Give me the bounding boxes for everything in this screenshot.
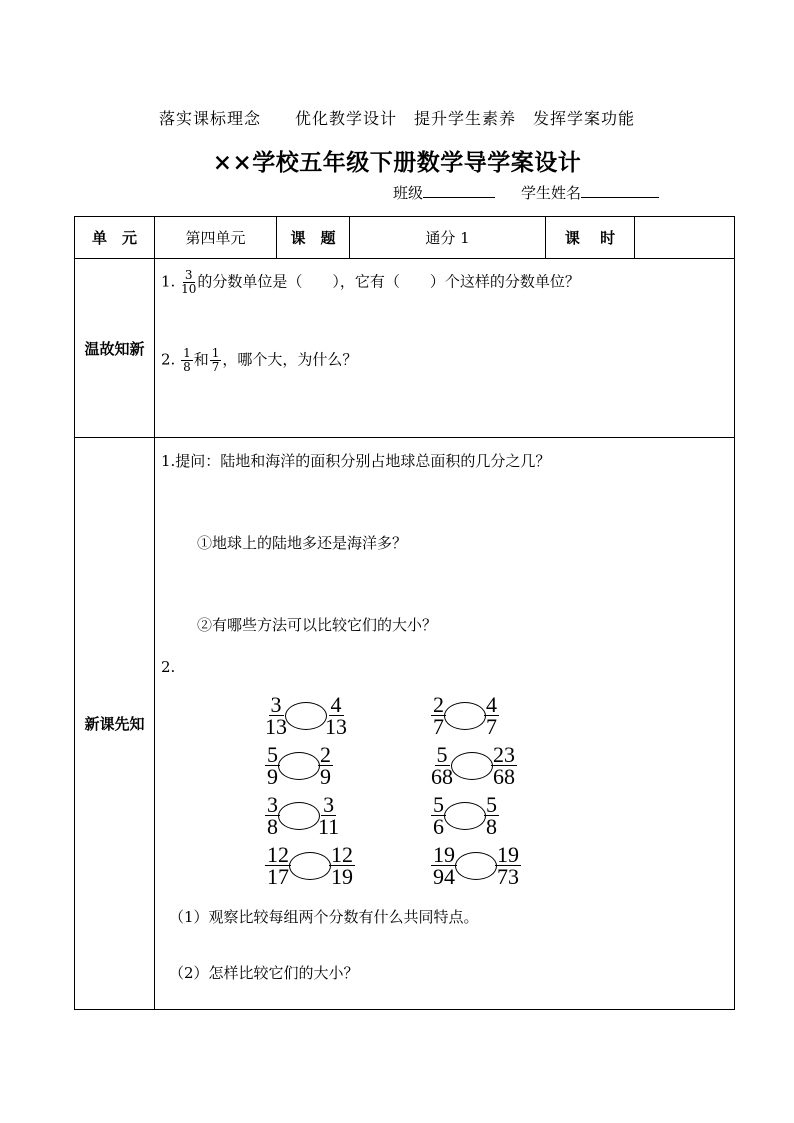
review-row bbox=[75, 259, 735, 438]
review-q2-text: ，哪个大，为什么？ bbox=[222, 350, 358, 369]
topic-value: 通分 1 bbox=[350, 217, 546, 259]
review-content bbox=[155, 259, 735, 438]
left-fraction: 5 9 bbox=[267, 742, 278, 789]
sub-question-2: （2）怎样比较它们的大小？ bbox=[169, 964, 359, 982]
comparison-blank-oval[interactable] bbox=[285, 702, 327, 730]
left-fraction: 19 94 bbox=[433, 842, 455, 889]
student-name-label: 学生姓名 bbox=[521, 184, 582, 202]
fraction-comparison bbox=[265, 844, 355, 887]
right-fraction: 12 19 bbox=[331, 842, 353, 889]
review-q2 bbox=[161, 347, 357, 374]
fraction-comparison bbox=[265, 694, 347, 737]
left-fraction: 3 8 bbox=[267, 792, 278, 839]
comparison-blank-oval[interactable] bbox=[444, 802, 486, 830]
fraction-comparison bbox=[431, 844, 521, 887]
page-title: ××学校五年级下册数学导学案设计 bbox=[212, 149, 582, 176]
unit-label: 单 元 bbox=[75, 217, 155, 259]
review-q2-number: 2. bbox=[161, 350, 176, 369]
left-fraction: 5 6 bbox=[433, 792, 444, 839]
fraction-comparison bbox=[431, 744, 517, 787]
new-lesson-content bbox=[155, 438, 735, 1010]
comparison-blank-oval[interactable] bbox=[451, 752, 493, 780]
header-row bbox=[75, 217, 735, 259]
fraction: $\frac{1}{7}$ bbox=[211, 346, 220, 374]
comparison-blank-oval[interactable] bbox=[444, 702, 486, 730]
right-fraction: 4 7 bbox=[486, 692, 497, 739]
class-blank[interactable] bbox=[423, 183, 495, 198]
new-q2: 2. bbox=[161, 658, 176, 676]
student-name-blank[interactable] bbox=[581, 183, 659, 198]
comparison-blank-oval[interactable] bbox=[278, 802, 320, 830]
topic-label: 课 题 bbox=[277, 217, 350, 259]
review-label: 温故知新 bbox=[75, 259, 155, 438]
right-fraction: 3 11 bbox=[318, 792, 340, 839]
left-fraction: 5 68 bbox=[431, 742, 453, 789]
right-fraction: 2 9 bbox=[320, 742, 331, 789]
fraction: $\frac{3}{10}$ bbox=[181, 268, 197, 296]
left-fraction: 12 17 bbox=[267, 842, 289, 889]
fraction: $\frac{1}{8}$ bbox=[183, 346, 191, 374]
period-value[interactable] bbox=[635, 217, 735, 259]
new-lesson-row bbox=[75, 438, 735, 1010]
lesson-table bbox=[74, 216, 735, 1010]
new-q1: 1.提问：陆地和海洋的面积分别占地球总面积的几分之几？ bbox=[161, 452, 551, 470]
fraction-comparison bbox=[431, 794, 499, 837]
and-text: 和 bbox=[193, 350, 209, 369]
new-lesson-label: 新课先知 bbox=[75, 438, 155, 1010]
fraction-comparison bbox=[431, 694, 499, 737]
slogan: 落实课标理念 优化教学设计 提升学生素养 发挥学案功能 bbox=[158, 109, 635, 128]
right-fraction: 5 8 bbox=[486, 792, 497, 839]
class-label: 班级 bbox=[393, 184, 424, 202]
left-fraction: 2 7 bbox=[433, 692, 444, 739]
review-q1-number: 1. bbox=[161, 272, 176, 291]
period-label: 课 时 bbox=[546, 217, 635, 259]
right-fraction: 4 13 bbox=[325, 692, 347, 739]
student-name-field bbox=[521, 182, 659, 203]
comparison-blank-oval[interactable] bbox=[289, 852, 331, 880]
right-fraction: 23 68 bbox=[493, 742, 515, 789]
sub-question-1: （1）观察比较每组两个分数有什么共同特点。 bbox=[169, 908, 479, 926]
fraction-comparison bbox=[265, 744, 333, 787]
left-fraction: 3 13 bbox=[265, 692, 287, 739]
new-q1a: ①地球上的陆地多还是海洋多？ bbox=[197, 534, 408, 552]
unit-value: 第四单元 bbox=[155, 217, 277, 259]
class-field bbox=[393, 182, 495, 203]
comparison-blank-oval[interactable] bbox=[455, 852, 497, 880]
right-fraction: 19 73 bbox=[497, 842, 519, 889]
new-q1b: ②有哪些方法可以比较它们的大小？ bbox=[197, 616, 438, 634]
fraction-comparison bbox=[265, 794, 339, 837]
comparison-blank-oval[interactable] bbox=[278, 752, 320, 780]
review-q1-text: 的分数单位是（ ），它有（ ）个这样的分数单位？ bbox=[197, 272, 580, 291]
review-q1 bbox=[161, 269, 580, 296]
